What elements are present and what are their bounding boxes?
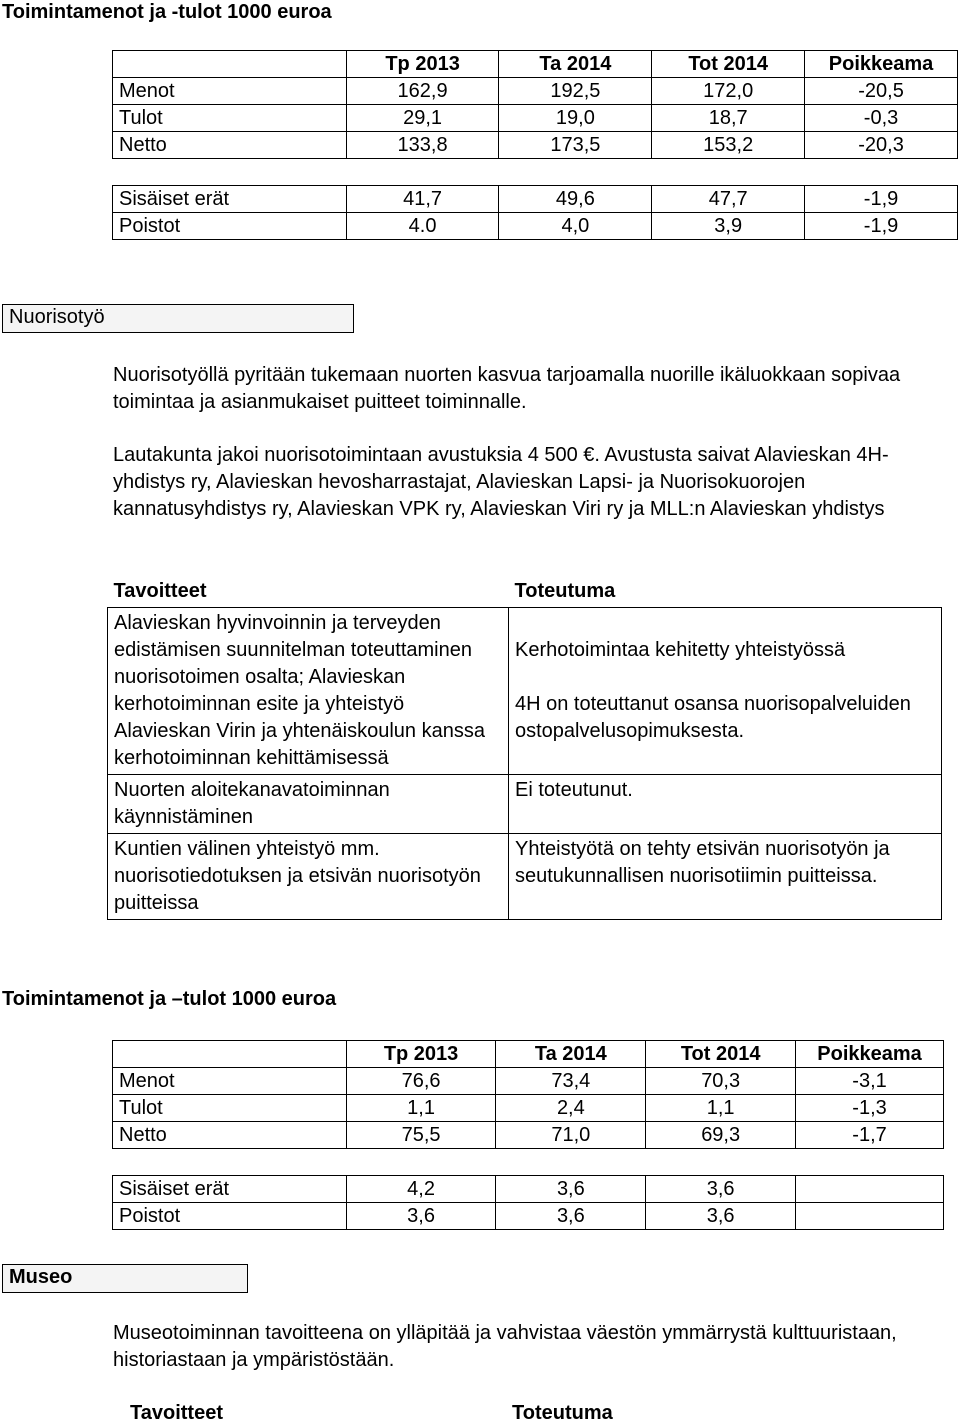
goal-text: Kuntien välinen yhteistyö mm. nuorisotiedotuksen ja etsivän nuorisotyön puitteissa (108, 834, 509, 920)
table-row (113, 105, 958, 132)
realization-text: 4H on toteuttanut osansa nuorisopalveluiden ostopalvelusopimuksesta. (515, 693, 911, 742)
cell: 3,6 (646, 1176, 796, 1203)
cell: -1,9 (805, 186, 958, 213)
cell: 3,9 (652, 213, 805, 240)
row-label: Sisäiset erät (113, 1176, 347, 1203)
header-cell: Poikkeama (796, 1041, 944, 1068)
realization-text: Ei toteutunut. (509, 775, 942, 834)
table-row (113, 186, 958, 213)
cell: -20,5 (805, 78, 958, 105)
row-label: Tulot (113, 1095, 347, 1122)
cell: 19,0 (499, 105, 652, 132)
cell: 173,5 (499, 132, 652, 159)
row-label: Poistot (113, 213, 347, 240)
table-row (113, 1176, 944, 1203)
table-row (113, 132, 958, 159)
goal-row (108, 834, 942, 920)
row-label: Menot (113, 1068, 347, 1095)
header-cell: Ta 2014 (496, 1041, 646, 1068)
cell: -0,3 (805, 105, 958, 132)
header-cell: Tp 2013 (346, 1041, 496, 1068)
museo-intro (113, 1320, 913, 1374)
header-cell (113, 1041, 347, 1068)
cell: 75,5 (346, 1122, 496, 1149)
row-label: Tulot (113, 105, 347, 132)
row-label: Poistot (113, 1203, 347, 1230)
goal-row (108, 608, 942, 775)
cell: 41,7 (346, 186, 499, 213)
paragraph: Nuorisotyöllä pyritään tukemaan nuorten kasvua tarjoamalla nuorille ikäluokkaan sopivaa toimintaa ja asianmukaiset puitteet toiminnalle. (113, 364, 901, 413)
cell: -20,3 (805, 132, 958, 159)
cell: 192,5 (499, 78, 652, 105)
nuorisotyo-grants (113, 442, 913, 523)
section2-title: Toimintamenot ja –tulot 1000 euroa (2, 988, 337, 1010)
museo-realization-header: Toteutuma (512, 1402, 613, 1424)
nuorisotyo-intro (113, 362, 913, 416)
table-header-row (113, 1041, 944, 1068)
cell: 47,7 (652, 186, 805, 213)
table-row (113, 1068, 944, 1095)
cell (796, 1176, 944, 1203)
realization-text: Yhteistyötä on tehty etsivän nuorisotyön ja seutukunnallisen nuorisotiimin puitteissa. (509, 834, 942, 920)
cell: -3,1 (796, 1068, 944, 1095)
spacer-row (113, 159, 958, 186)
section-heading-museo: Museo (2, 1264, 248, 1293)
cell: 70,3 (646, 1068, 796, 1095)
cell: 4,2 (346, 1176, 496, 1203)
paragraph: Museotoiminnan tavoitteena on ylläpitää ja vahvistaa väestön ymmärrystä kulttuuristaan, historiastaan ja ympäristöstään. (113, 1322, 897, 1371)
row-label: Sisäiset erät (113, 186, 347, 213)
header-cell: Tot 2014 (646, 1041, 796, 1068)
header-cell (113, 51, 347, 78)
section1-title: Toimintamenot ja -tulot 1000 euroa (2, 1, 332, 23)
cell: 3,6 (346, 1203, 496, 1230)
finance-table-youth (112, 50, 958, 240)
table-header-row (113, 51, 958, 78)
cell: 172,0 (652, 78, 805, 105)
cell: 76,6 (346, 1068, 496, 1095)
realization-text: Kerhotoimintaa kehitetty yhteistyössä (515, 639, 846, 661)
cell: 69,3 (646, 1122, 796, 1149)
cell: 153,2 (652, 132, 805, 159)
cell: 4,0 (499, 213, 652, 240)
goal-text: Alavieskan hyvinvoinnin ja terveyden edistämisen suunnitelman toteuttaminen nuorisotoimen osalta; Alavieskan kerhotoiminnan esite ja yhteistyö Alavieskan Virin ja yhtenäiskoulun kanssa kerhotoiminnan kehittämisessä (108, 608, 509, 775)
goal-row (108, 775, 942, 834)
cell: 3,6 (496, 1176, 646, 1203)
row-label: Netto (113, 1122, 347, 1149)
cell: -1,9 (805, 213, 958, 240)
cell (796, 1203, 944, 1230)
row-label: Netto (113, 132, 347, 159)
spacer-row (113, 1149, 944, 1176)
table-row (113, 1122, 944, 1149)
header-cell: Tp 2013 (346, 51, 499, 78)
goals-table-youth (107, 576, 942, 920)
table-row (113, 213, 958, 240)
cell: 3,6 (646, 1203, 796, 1230)
realization-column-header: Toteutuma (514, 580, 616, 602)
cell: 71,0 (496, 1122, 646, 1149)
row-label: Menot (113, 78, 347, 105)
section-heading-nuorisotyo: Nuorisotyö (2, 304, 354, 333)
table-row (113, 78, 958, 105)
finance-table-youth-2 (112, 1040, 944, 1230)
cell: 162,9 (346, 78, 499, 105)
goals-column-header: Tavoitteet (113, 580, 207, 602)
cell: 1,1 (346, 1095, 496, 1122)
cell: -1,3 (796, 1095, 944, 1122)
goal-text: Nuorten aloitekanavatoiminnan käynnistäminen (108, 775, 509, 834)
cell: 73,4 (496, 1068, 646, 1095)
cell: 3,6 (496, 1203, 646, 1230)
header-cell: Poikkeama (805, 51, 958, 78)
header-cell: Tot 2014 (652, 51, 805, 78)
table-row (113, 1203, 944, 1230)
museo-goals-header: Tavoitteet (130, 1402, 223, 1424)
table-row (113, 1095, 944, 1122)
cell: 29,1 (346, 105, 499, 132)
cell: 2,4 (496, 1095, 646, 1122)
header-cell: Ta 2014 (499, 51, 652, 78)
cell: 1,1 (646, 1095, 796, 1122)
realization-cell (509, 608, 942, 775)
cell: 4.0 (346, 213, 499, 240)
cell: 49,6 (499, 186, 652, 213)
cell: 18,7 (652, 105, 805, 132)
cell: -1,7 (796, 1122, 944, 1149)
cell: 133,8 (346, 132, 499, 159)
goals-header-row (108, 576, 942, 608)
paragraph: Lautakunta jakoi nuorisotoimintaan avustuksia 4 500 €. Avustusta saivat Alavieskan 4H-yhdistys ry, Alavieskan hevosharrastajat, Alavieskan Lapsi- ja Nuorisokuorojen kannatusyhdistys ry, Alavieskan VPK ry, Alavieskan Viri ry ja MLL:n Alavieskan yhdistys (113, 444, 889, 520)
